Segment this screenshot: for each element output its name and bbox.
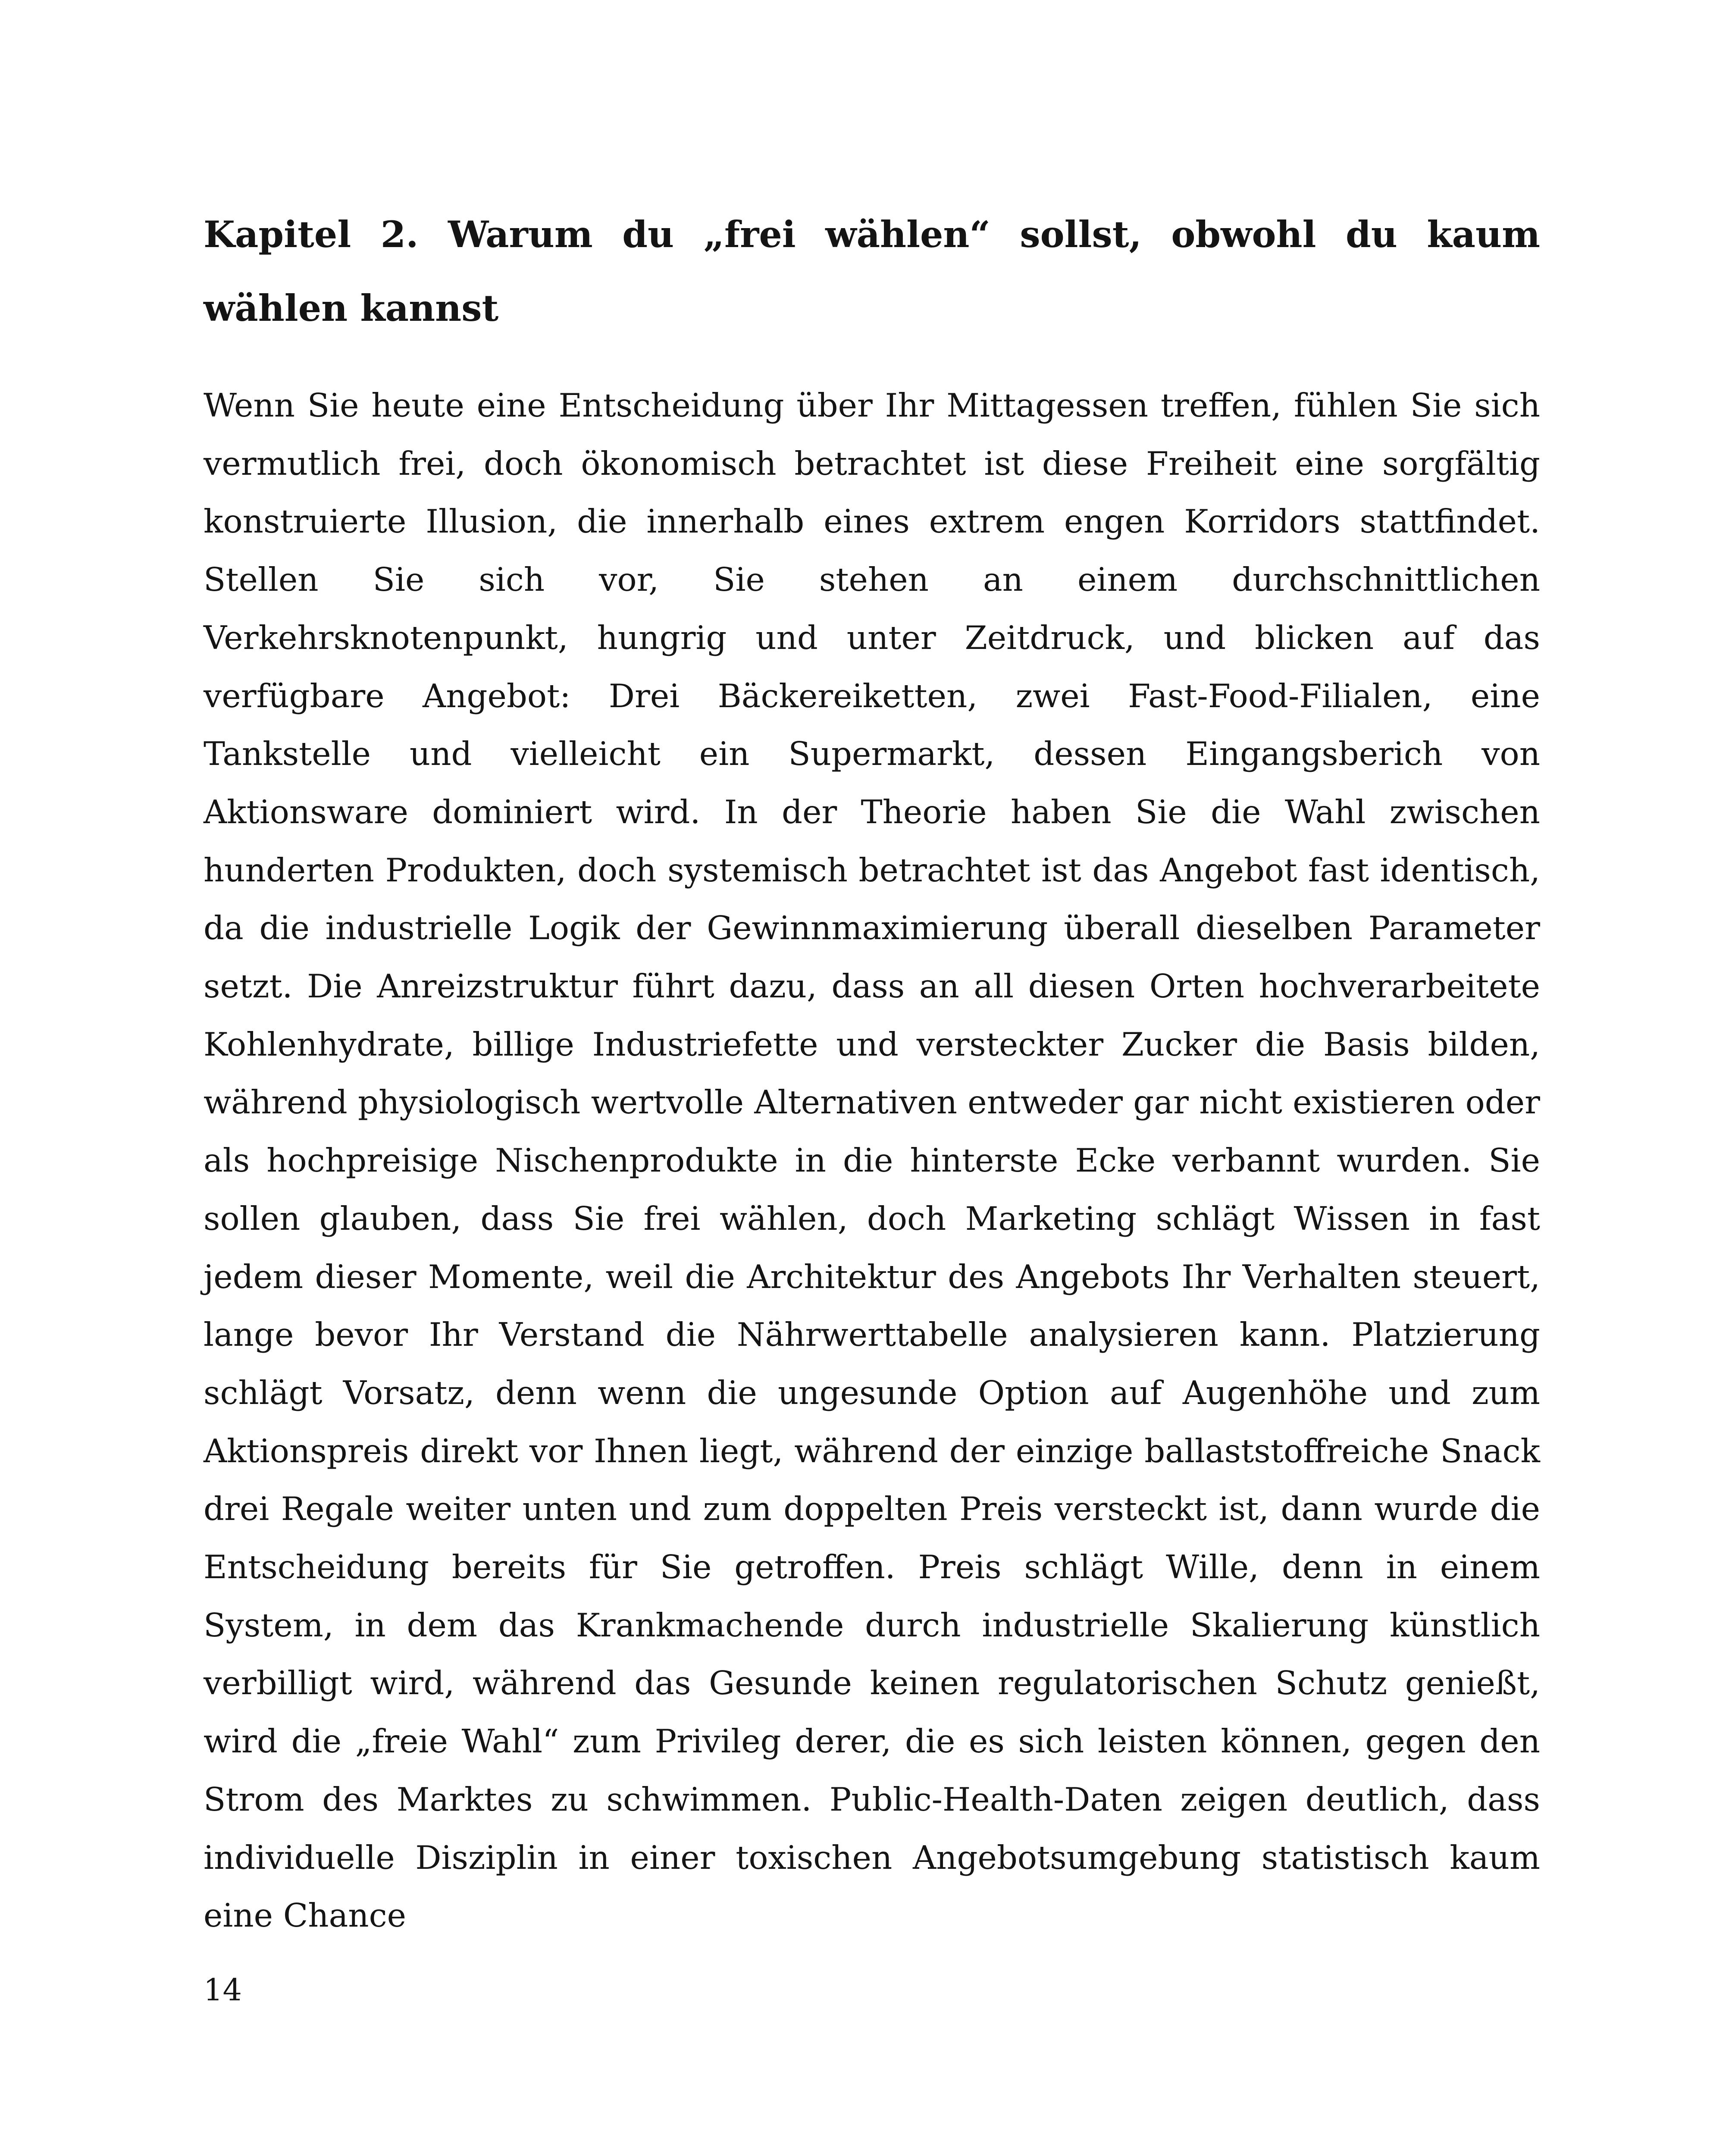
chapter-title: Kapitel 2. Warum du „frei wählen“ sollst, obwohl du kaum wählen kannst (204, 213, 1540, 329)
body-paragraph: Wenn Sie heute eine Entscheidung über Ihr Mittagessen treffen, fühlen Sie sich vermutlich frei, doch ökonomisch betrachtet ist diese Freiheit eine sorgfältig konstruierte Illusion, die innerhalb eines extrem engen Korridors stattfindet. Stellen Sie sich vor, Sie stehen an einem durchschnittlichen Verkehrsknotenpunkt, hungrig und unter Zeitdruck, und blicken auf das verfügbare Angebot: Drei Bäckereiketten, zwei Fast-Food-Filialen, eine Tankstelle und vielleicht ein Supermarkt, dessen Eingangsberich von Aktionsware dominiert wird. In der Theorie haben Sie die Wahl zwischen hunderten Produkten, doch systemisch betrachtet ist das Angebot fast identisch, da die industrielle Logik der Gewinnmaximierung überall dieselben Parameter setzt. Die Anreizstruktur führt dazu, dass an all diesen Orten hochverarbeitete Kohlenhydrate, billige Industriefette und versteckter Zucker die Basis bilden, während physiologisch wertvolle Alternativen entweder gar nicht existieren oder als hochpreisige Nischenprodukte in die hinterste Ecke verbannt wurden. Sie sollen glauben, dass Sie frei wählen, doch Marketing schlägt Wissen in fast jedem dieser Momente, weil die Architektur des Angebots Ihr Verhalten steuert, lange bevor Ihr Verstand die Nährwerttabelle analysieren kann. Platzierung schlägt Vorsatz, denn wenn die ungesunde Option auf Augenhöhe und zum Aktionspreis direkt vor Ihnen liegt, während der einzige ballaststoffreiche Snack drei Regale weiter unten und zum doppelten Preis versteckt ist, dann wurde die Entscheidung bereits für Sie getroffen. Preis schlägt Wille, denn in einem System, in dem das Krankmachende durch industrielle Skalierung künstlich verbilligt wird, während das Gesunde keinen regulatorischen Schutz genießt, wird die „freie Wahl“ zum Privileg derer, die es sich leisten können, gegen den Strom des Marktes zu schwimmen. Public-Health-Daten zeigen deutlich, dass individuelle Disziplin in einer toxischen Angebotsumgebung statistisch kaum eine Chance (204, 386, 1540, 1935)
page-number: 14 (204, 1972, 242, 2008)
